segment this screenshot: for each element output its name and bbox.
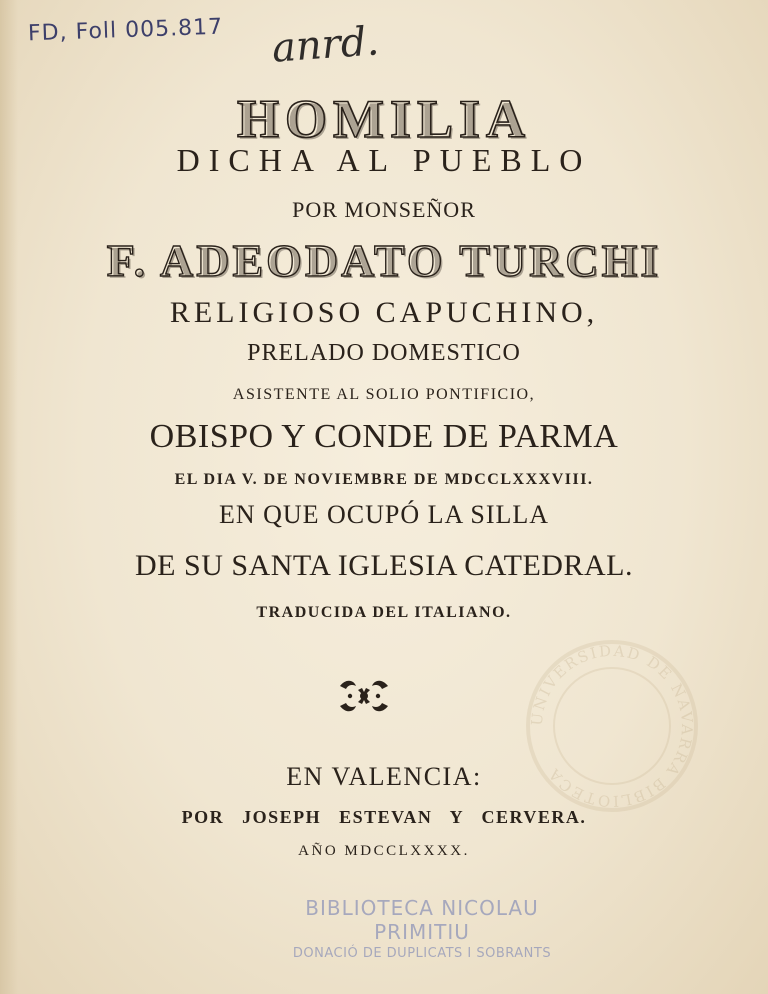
imprint-place: EN VALENCIA: xyxy=(286,762,482,791)
author-name: F. ADEODATO TURCHI xyxy=(106,235,662,286)
author-office: OBISPO Y CONDE DE PARMA xyxy=(149,418,619,455)
donation-stamp-line-2: DONACIÓ DE DUPLICATS I SOBRANTS xyxy=(292,946,552,961)
donation-stamp-line-1: BIBLIOTECA NICOLAU PRIMITIU xyxy=(305,896,539,944)
handwritten-note: anrd. xyxy=(270,18,381,72)
occasion-line-2: DE SU SANTA IGLESIA CATEDRAL. xyxy=(135,549,633,582)
date-line: EL DIA V. DE NOVIEMBRE DE MDCCLXXXVIII. xyxy=(174,471,594,488)
shelfmark-annotation: FD, Foll 005.817 xyxy=(27,14,224,47)
library-seal-text: UNIVERSIDAD DE NAVARRA BIBLIOTECA xyxy=(527,641,697,811)
author-assistant: ASISTENTE AL SOLIO PONTIFICIO, xyxy=(232,386,536,403)
book-title: HOMILIA xyxy=(236,89,532,149)
author-order: RELIGIOSO CAPUCHINO, xyxy=(169,296,599,329)
imprint-printer: POR JOSEPH ESTEVAN Y CERVERA. xyxy=(181,807,587,827)
book-subtitle: DICHA AL PUEBLO xyxy=(176,142,592,178)
imprint-year: AÑO MDCCLXXXX. xyxy=(298,843,470,859)
translation-note: TRADUCIDA DEL ITALIANO. xyxy=(256,604,512,621)
library-seal-stamp xyxy=(522,636,702,816)
author-rank: PRELADO DOMESTICO xyxy=(247,340,521,366)
occasion-line-1: EN QUE OCUPÓ LA SILLA xyxy=(218,500,550,529)
fleuron-ornament-icon xyxy=(332,676,396,716)
donation-stamp xyxy=(262,896,582,961)
author-prefix: POR MONSEÑOR xyxy=(292,197,476,222)
